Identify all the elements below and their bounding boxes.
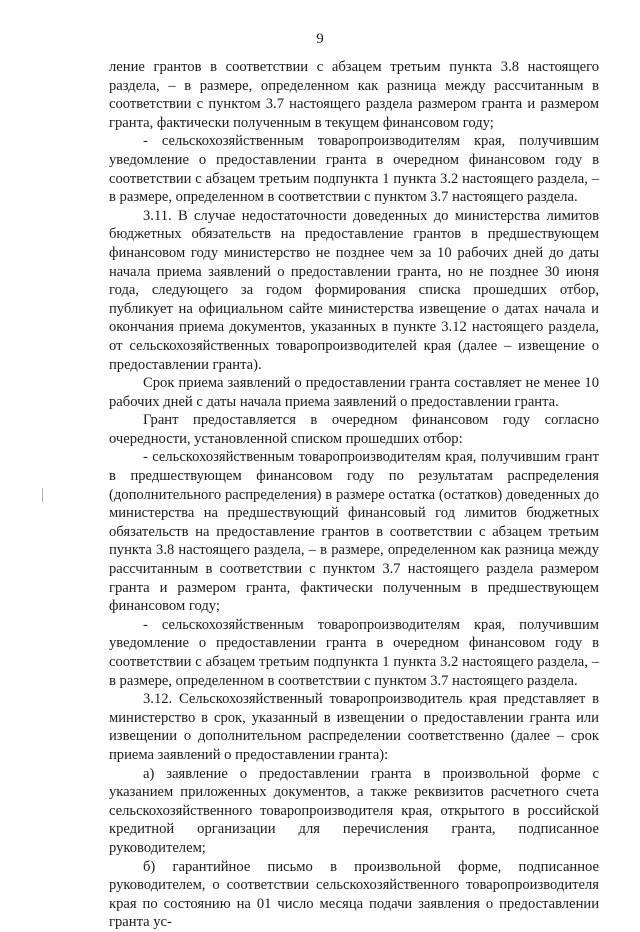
paragraph: а) заявление о предоставлении гранта в произвольной форме с указанием приложенных документов, а также реквизитов расчетного счета сельскохозяйственного товаропроизводителя края, открытого в российской кредитной организации для перечисления гранта, подписанное руководителем;: [109, 765, 599, 856]
paragraph: ление грантов в соответствии с абзацем третьим пункта 3.8 настоящего раздела, – в размере, определенном как разница между рассчитанным в соответствии с пунктом 3.7 настоящего раздела размером гранта и размером гранта, фактически полученным в текущем финансовом году;: [109, 59, 599, 131]
paragraph: 3.12. Сельскохозяйственный товаропроизводитель края представляет в министерство в срок, указанный в извещении о предоставлении гранта или извещении о дополнительном распределении соответственно (далее – срок приема заявлений о предоставлении гранта):: [109, 691, 599, 763]
paragraph: - сельскохозяйственным товаропроизводителям края, получившим уведомление о предоставлении гранта в очередном финансовом году в соответствии с абзацем третьим подпункта 1 пункта 3.2 настоящего раздела, – в размере, определенном в соответствии с пунктом 3.7 настоящего раздела.: [109, 616, 599, 689]
page-number: 9: [316, 31, 324, 47]
paragraph: - сельскохозяйственным товаропроизводителям края, получившим уведомление о предоставлении гранта в очередном финансовом году в соответствии с абзацем третьим подпункта 1 пункта 3.2 настоящего раздела, – в размере, определенном в соответствии с пунктом 3.7 настоящего раздела.: [109, 133, 599, 206]
paragraph: б) гарантийное письмо в произвольной форме, подписанное руководителем, о соответствии сельскохозяйственного товаропроизводителя края по состоянию на 01 число месяца подачи заявления о предоставлении гранта ус-: [109, 858, 599, 931]
paragraph: Срок приема заявлений о предоставлении гранта составляет не менее 10 рабочих дней с даты начала приема заявлений о предоставлении гранта.: [109, 375, 599, 410]
paragraph: Грант предоставляется в очередном финансовом году согласно очередности, установленной списком прошедших отбор:: [109, 412, 599, 447]
document-body: [109, 58, 599, 932]
scan-margin-mark: [42, 488, 43, 502]
paragraph: - сельскохозяйственным товаропроизводителям края, получившим грант в предшествующем финансовом году по результатам распределения (дополнительного распределения) в размере остатка (остатков) доведенных до министерства на предшествующий финансовый год лимитов бюджетных обязательств на предоставление грантов в соответствии с абзацем третьим пункта 3.8 настоящего раздела, – в размере, определенном как разница между рассчитанным в соответствии с пунктом 3.7 настоящего раздела размером гранта и размером гранта, фактически полученным в предшествующем финансовом году;: [109, 449, 599, 615]
paragraph: 3.11. В случае недостаточности доведенных до министерства лимитов бюджетных обязательств на предоставление грантов в предшествующем финансовом году министерство не позднее чем за 10 рабочих дней до даты начала приема заявлений о предоставлении гранта, но не позднее 30 июня года, следующего за годом формирования списка прошедших отбор, публикует на официальном сайте министерства извещение о датах начала и окончания приема документов, указанных в пункте 3.12 настоящего раздела, от сельскохозяйственных товаропроизводителей края (далее – извещение о предоставлении гранта).: [109, 207, 599, 373]
